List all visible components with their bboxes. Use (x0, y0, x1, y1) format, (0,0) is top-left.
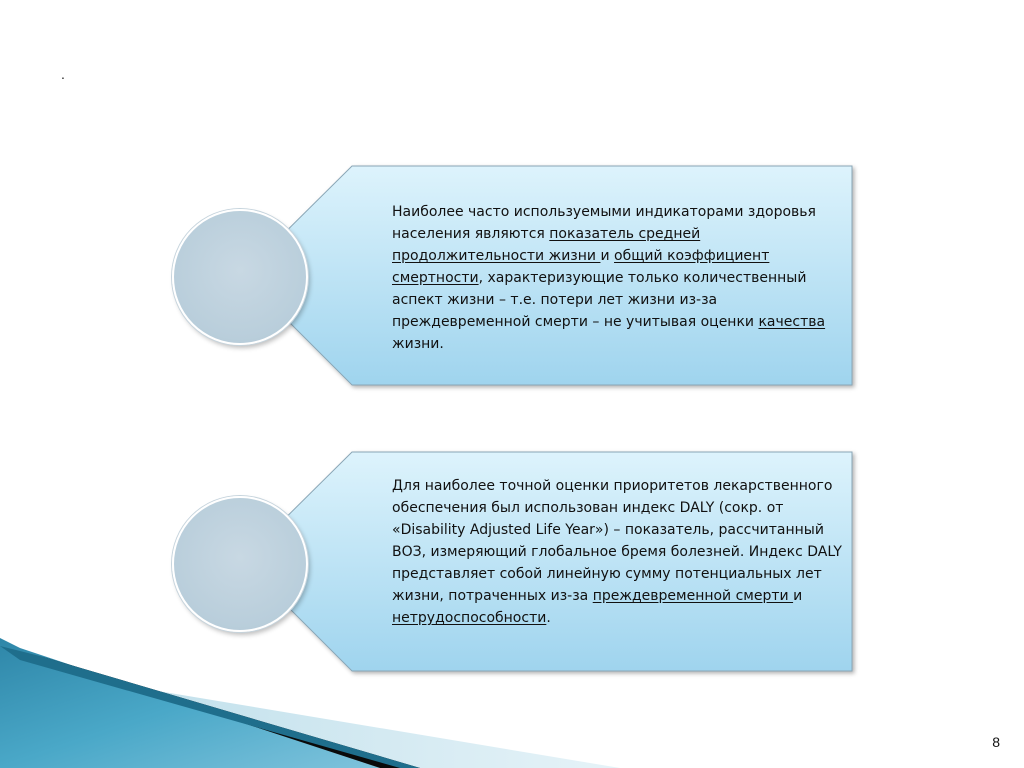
info-callout-1 (172, 165, 856, 389)
callout-2-t1: Для наиболее точной оценки приоритетов лекарственного обеспечения был использован индекс DALY (сокр. от «Disability Adjusted Life Year») – показатель, рассчитанный ВОЗ, измеряющий глобальное бремя болезней. Индекс DALY представляет собой линейную сумму потенциальных лет жизни, потраченных из-за (392, 478, 842, 604)
callout-1-t1: Наиболее часто используемыми индикаторами здоровья населения являются (392, 204, 816, 242)
decorative-stripes (0, 638, 620, 768)
link-life-expectancy[interactable]: показатель средней продолжительности жизни (392, 226, 701, 264)
callout-2-t2: и (793, 588, 803, 604)
slide-number: 8 (992, 734, 1000, 750)
callout-2-t3: . (546, 610, 551, 626)
callout-1-t4: жизни. (392, 336, 444, 352)
callout-1-text (392, 201, 847, 355)
link-disability[interactable]: нетрудоспособности (392, 610, 547, 626)
link-mortality-rate[interactable]: общий коэффициент смертности (392, 248, 770, 286)
slide-dot: . (61, 66, 65, 82)
link-quality[interactable]: качества (758, 314, 826, 330)
link-premature-death[interactable]: преждевременной смерти (592, 588, 794, 604)
circle-icon-1 (172, 209, 308, 345)
callout-1-t2: и (600, 248, 615, 264)
callout-1-t3: , характеризующие только количественный аспект жизни – т.е. потери лет жизни из-за преждевременной смерти – не учитывая оценки (392, 270, 807, 330)
circle-icon-2 (172, 496, 308, 632)
callout-2-text (392, 475, 847, 629)
